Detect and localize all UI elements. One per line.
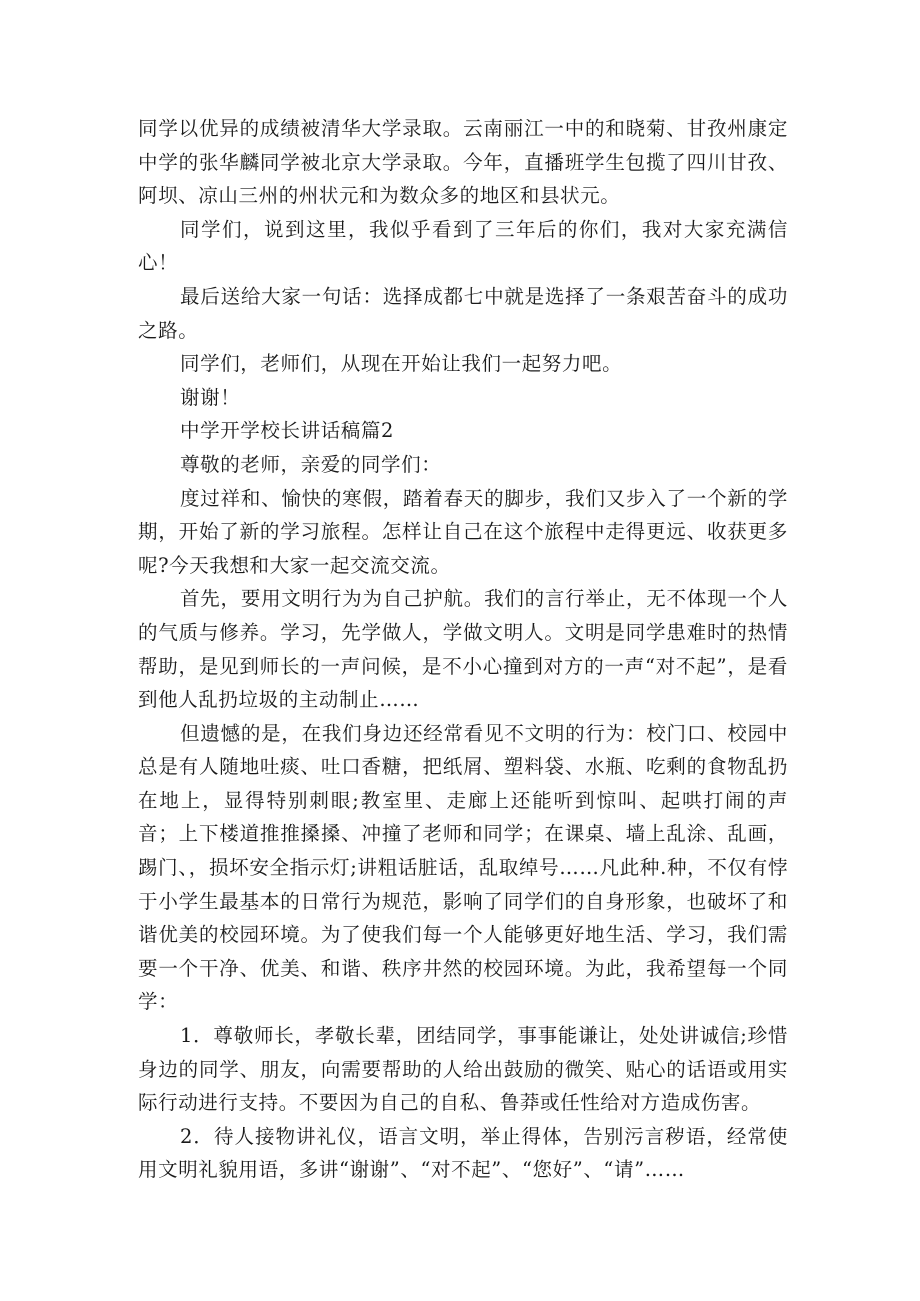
paragraph: 同学以优异的成绩被清华大学录取。云南丽江一中的和晓菊、甘孜州康定中学的张华麟同学被北京大学录取。今年，直播班学生包揽了四川甘孜、阿坝、凉山三州的州状元和为数众多的地区和县状元。: [138, 117, 788, 208]
paragraph: 同学们，老师们，从现在开始让我们一起努力吧。: [180, 352, 623, 376]
paragraph: 同学们，说到这里，我似乎看到了三年后的你们，我对大家充满信心！: [138, 217, 788, 275]
list-item: 2．待人接物讲礼仪，语言文明，举止得体，告别污言秽语，经常使用文明礼貌用语，多讲“谢谢”、“对不起”、“您好”、“请”……: [138, 1124, 788, 1182]
document-body: [138, 112, 788, 1187]
section-title: 中学开学校长讲话稿篇2: [180, 419, 395, 443]
paragraph: 但遗憾的是，在我们身边还经常看见不文明的行为：校门口、校园中总是有人随地吐痰、吐口香糖，把纸屑、塑料袋、水瓶、吃剩的食物乱扔在地上，显得特别刺眼;教室里、走廊上还能听到惊叫、起哄打闹的声音；上下楼道推推搡搡、冲撞了老师和同学；在课桌、墙上乱涂、乱画，踢门、，损坏安全指示灯;讲粗话脏话，乱取绰号……凡此种.种，不仅有悖于小学生最基本的日常行为规范，影响了同学们的自身形象，也破坏了和谐优美的校园环境。为了使我们每一个人能够更好地生活、学习，我们需要一个干净、优美、和谐、秩序井然的校园环境。为此，我希望每一个同学：: [138, 721, 788, 1014]
paragraph: 谢谢！: [180, 385, 241, 409]
paragraph: 度过祥和、愉快的寒假，踏着春天的脚步，我们又步入了一个新的学期，开始了新的学习旅程。怎样让自己在这个旅程中走得更远、收获更多呢?今天我想和大家一起交流交流。: [138, 486, 788, 577]
list-item: 1．尊敬师长，孝敬长辈，团结同学，事事能谦让，处处讲诚信;珍惜身边的同学、朋友，向需要帮助的人给出鼓励的微笑、贴心的话语或用实际行动进行支持。不要因为自己的自私、鲁莽或任性给对方造成伤害。: [138, 1024, 788, 1115]
salutation: 尊敬的老师，亲爱的同学们：: [180, 452, 442, 476]
paragraph: 最后送给大家一句话：选择成都七中就是选择了一条艰苦奋斗的成功之路。: [138, 284, 788, 342]
paragraph: 首先，要用文明行为为自己护航。我们的言行举止，无不体现一个人的气质与修养。学习，先学做人，学做文明人。文明是同学患难时的热情帮助，是见到师长的一声问候，是不小心撞到对方的一声“对不起”，是看到他人乱扔垃圾的主动制止……: [138, 587, 788, 712]
